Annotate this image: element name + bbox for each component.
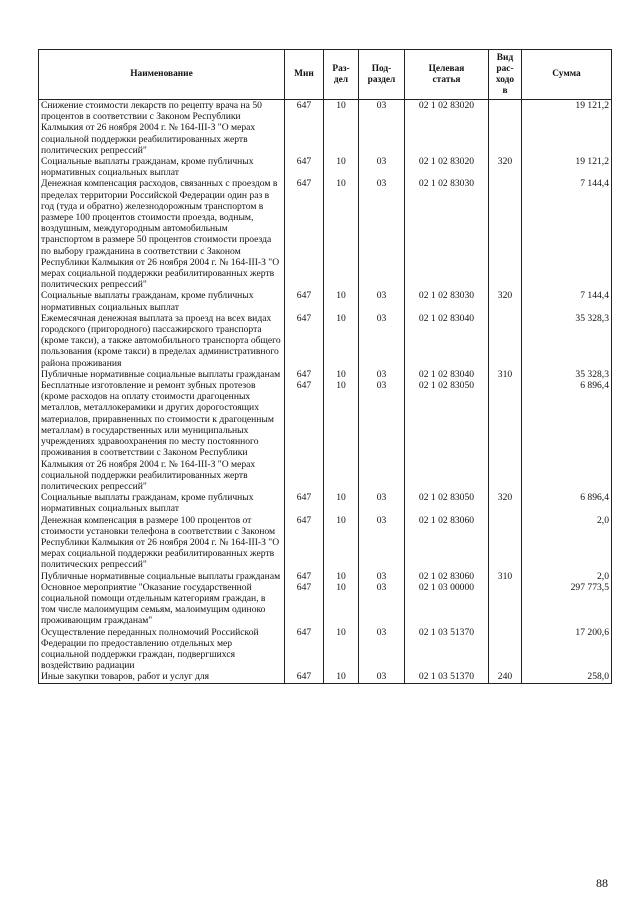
cell-name: Публичные нормативные социальные выплаты гражданам — [39, 369, 285, 380]
cell-podrazdel: 03 — [359, 100, 405, 157]
cell-article: 02 1 02 83060 — [405, 515, 489, 571]
cell-razdel: 10 — [324, 100, 359, 157]
cell-name: Публичные нормативные социальные выплаты гражданам — [39, 571, 285, 582]
cell-podrazdel: 03 — [359, 380, 405, 492]
cell-vid — [489, 627, 522, 672]
cell-sum: 7 144,4 — [522, 290, 612, 312]
cell-name: Денежная компенсация в размере 100 процентов от стоимости установки телефона в соответствии с Законом Республики Калмыкия от 26 ноября 2004 г. № 164-III-З "О мерах социальной поддержки реабилитированных жертв политических репрессий" — [39, 515, 285, 571]
cell-name: Социальные выплаты гражданам, кроме публичных нормативных социальных выплат — [39, 156, 285, 178]
table-row — [39, 100, 612, 157]
cell-razdel: 10 — [324, 313, 359, 369]
table-header-row — [39, 50, 612, 100]
cell-min: 647 — [285, 313, 324, 369]
cell-sum: 2,0 — [522, 571, 612, 582]
cell-podrazdel: 03 — [359, 671, 405, 683]
cell-razdel: 10 — [324, 515, 359, 571]
cell-vid: 320 — [489, 290, 522, 312]
cell-min: 647 — [285, 492, 324, 514]
cell-razdel: 10 — [324, 178, 359, 290]
cell-sum: 6 896,4 — [522, 492, 612, 514]
header-razdel: Раз- дел — [324, 50, 359, 100]
cell-min: 647 — [285, 156, 324, 178]
cell-article: 02 1 02 83060 — [405, 571, 489, 582]
cell-podrazdel: 03 — [359, 290, 405, 312]
cell-razdel: 10 — [324, 369, 359, 380]
cell-name: Ежемесячная денежная выплата за проезд на всех видах городского (пригородного) пассажирского транспорта (кроме такси), а также автомобильного транспорта общего пользования (кроме такси) в пределах административного района проживания — [39, 313, 285, 369]
header-article: Целевая статья — [405, 50, 489, 100]
cell-vid — [489, 515, 522, 571]
cell-razdel: 10 — [324, 380, 359, 492]
cell-article: 02 1 02 83040 — [405, 313, 489, 369]
cell-razdel: 10 — [324, 582, 359, 627]
cell-podrazdel: 03 — [359, 582, 405, 627]
cell-sum: 2,0 — [522, 515, 612, 571]
cell-article: 02 1 02 83030 — [405, 178, 489, 290]
cell-sum: 6 896,4 — [522, 380, 612, 492]
header-sum: Сумма — [522, 50, 612, 100]
cell-min: 647 — [285, 515, 324, 571]
cell-article: 02 1 03 00000 — [405, 582, 489, 627]
cell-name: Снижение стоимости лекарств по рецепту врача на 50 процентов в соответствии с Законом Республики Калмыкия от 26 ноября 2004 г. № 164-III-З "О мерах социальной поддержки реабилитированных жертв политических репрессий" — [39, 100, 285, 157]
cell-vid: 310 — [489, 571, 522, 582]
cell-vid — [489, 178, 522, 290]
cell-vid: 240 — [489, 671, 522, 683]
table-row — [39, 156, 612, 178]
cell-podrazdel: 03 — [359, 369, 405, 380]
cell-article: 02 1 03 51370 — [405, 627, 489, 672]
cell-min: 647 — [285, 100, 324, 157]
cell-min: 647 — [285, 369, 324, 380]
cell-podrazdel: 03 — [359, 492, 405, 514]
cell-vid — [489, 100, 522, 157]
cell-article: 02 1 02 83050 — [405, 492, 489, 514]
budget-table — [38, 49, 612, 684]
cell-article: 02 1 02 83050 — [405, 380, 489, 492]
cell-sum: 35 328,3 — [522, 369, 612, 380]
cell-name: Социальные выплаты гражданам, кроме публичных нормативных социальных выплат — [39, 290, 285, 312]
cell-vid: 310 — [489, 369, 522, 380]
table-row — [39, 369, 612, 380]
cell-podrazdel: 03 — [359, 178, 405, 290]
cell-sum: 258,0 — [522, 671, 612, 683]
cell-vid — [489, 380, 522, 492]
cell-razdel: 10 — [324, 627, 359, 672]
table-row — [39, 178, 612, 290]
cell-podrazdel: 03 — [359, 571, 405, 582]
cell-vid — [489, 313, 522, 369]
header-vid: Вид рас- ходо в — [489, 50, 522, 100]
cell-article: 02 1 02 83030 — [405, 290, 489, 312]
cell-name: Бесплатные изготовление и ремонт зубных протезов (кроме расходов на оплату стоимости драгоценных металлов, металлокерамики и других дорогостоящих материалов, приравненных по стоимости к драгоценным металлам) в государственных или муниципальных учреждениях здравоохранения по месту постоянного проживания в соответствии с Законом Республики Калмыкия от 26 ноября 2004 г. № 164-III-З "О мерах социальной поддержки реабилитированных жертв политических репрессий" — [39, 380, 285, 492]
cell-vid — [489, 582, 522, 627]
cell-sum: 17 200,6 — [522, 627, 612, 672]
header-podrazdel: Под- раздел — [359, 50, 405, 100]
cell-razdel: 10 — [324, 156, 359, 178]
table-row — [39, 515, 612, 571]
table-row — [39, 671, 612, 683]
cell-min: 647 — [285, 178, 324, 290]
cell-sum: 19 121,2 — [522, 156, 612, 178]
table-row — [39, 582, 612, 627]
cell-min: 647 — [285, 290, 324, 312]
cell-name: Денежная компенсация расходов, связанных с проездом в пределах территории Российской Федерации один раз в год (туда и обратно) железнодорожным транспортом в размере 100 процентов стоимости проезда, водным, воздушным, междугородным автомобильным транспортом в размере 50 процентов стоимости проезда по выбору гражданина в соответствии с Законом Республики Калмыкия от 26 ноября 2004 г. № 164-III-З "О мерах социальной поддержки реабилитированных жертв политических репрессий" — [39, 178, 285, 290]
cell-min: 647 — [285, 671, 324, 683]
cell-article: 02 1 02 83020 — [405, 156, 489, 178]
cell-min: 647 — [285, 380, 324, 492]
cell-vid: 320 — [489, 492, 522, 514]
cell-name: Иные закупки товаров, работ и услуг для — [39, 671, 285, 683]
cell-podrazdel: 03 — [359, 627, 405, 672]
table-row — [39, 313, 612, 369]
header-name: Наименование — [39, 50, 285, 100]
cell-sum: 19 121,2 — [522, 100, 612, 157]
cell-podrazdel: 03 — [359, 515, 405, 571]
cell-name: Социальные выплаты гражданам, кроме публичных нормативных социальных выплат — [39, 492, 285, 514]
cell-sum: 7 144,4 — [522, 178, 612, 290]
cell-sum: 35 328,3 — [522, 313, 612, 369]
header-min: Мин — [285, 50, 324, 100]
cell-razdel: 10 — [324, 671, 359, 683]
page-number: 88 — [596, 876, 608, 890]
cell-article: 02 1 02 83040 — [405, 369, 489, 380]
cell-name: Осуществление переданных полномочий Российской Федерации по предоставлению отдельных мер социальной поддержки граждан, подвергшихся воздействию радиации — [39, 627, 285, 672]
cell-vid: 320 — [489, 156, 522, 178]
cell-min: 647 — [285, 571, 324, 582]
cell-podrazdel: 03 — [359, 313, 405, 369]
cell-article: 02 1 02 83020 — [405, 100, 489, 157]
cell-name: Основное мероприятие "Оказание государственной социальной помощи отдельным категориям граждан, в том числе малоимущим семьям, малоимущим одиноко проживающим гражданам" — [39, 582, 285, 627]
cell-min: 647 — [285, 627, 324, 672]
cell-razdel: 10 — [324, 571, 359, 582]
table-body — [39, 100, 612, 684]
cell-razdel: 10 — [324, 290, 359, 312]
table-row — [39, 571, 612, 582]
table-row — [39, 492, 612, 514]
table-row — [39, 380, 612, 492]
cell-min: 647 — [285, 582, 324, 627]
cell-razdel: 10 — [324, 492, 359, 514]
cell-sum: 297 773,5 — [522, 582, 612, 627]
cell-podrazdel: 03 — [359, 156, 405, 178]
table-row — [39, 290, 612, 312]
table-row — [39, 627, 612, 672]
cell-article: 02 1 03 51370 — [405, 671, 489, 683]
